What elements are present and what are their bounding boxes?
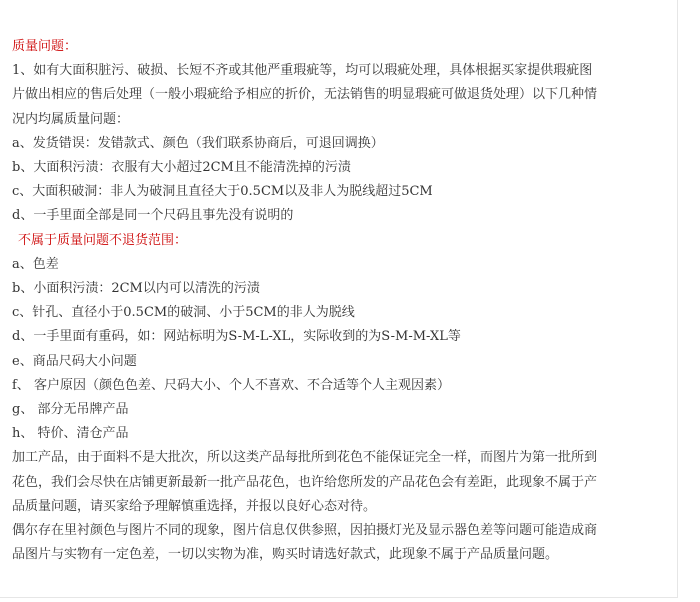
non-quality-item-f: f、 客户原因（颜色色差、尺码大小、个人不喜欢、不合适等个人主观因素） [12, 377, 450, 393]
processing-note-line-1: 加工产品，由于面料不是大批次，所以这类产品每批所到花色不能保证完全一样，而图片为第一批所到 [12, 450, 598, 466]
non-quality-heading: 不属于质量问题不退货范围： [18, 232, 188, 248]
quality-item-d: d、一手里面全部是同一个尺码且事先没有说明的 [12, 208, 294, 224]
color-note-line-1: 偶尔存在里衬颜色与图片不同的现象，图片信息仅供参照，因拍摄灯光及显示器色差等问题可能造成商 [12, 523, 598, 539]
quality-intro-line-2: 片做出相应的售后处理（一般小瑕疵给予相应的折价，无法销售的明显瑕疵可做退货处理）以下几种情 [12, 87, 598, 103]
processing-note-line-2: 花色，我们会尽快在店铺更新最新一批产品花色，也许给您所发的产品花色会有差距，此现象不属于产 [12, 474, 598, 490]
processing-note-line-3: 品质量问题，请买家给予理解慎重选择，并报以良好心态对待。 [12, 498, 377, 514]
non-quality-item-g: g、 部分无吊牌产品 [12, 402, 129, 418]
non-quality-item-b: b、小面积污渍：2CM以内可以清洗的污渍 [12, 281, 260, 297]
color-note-line-2: 品图片与实物有一定色差，一切以实物为准，购买时请选好款式，此现象不属于产品质量问题。 [12, 547, 559, 563]
non-quality-item-c: c、针孔、直径小于0.5CM的破洞、小于5CM的非人为脱线 [12, 305, 355, 321]
non-quality-item-a: a、色差 [12, 256, 59, 272]
quality-item-c: c、大面积破洞：非人为破洞且直径大于0.5CM以及非人为脱线超过5CM [12, 184, 433, 200]
return-policy-content [12, 35, 652, 567]
quality-item-a: a、发货错误：发错款式、颜色（我们联系协商后，可退回调换） [12, 135, 384, 151]
quality-intro-line-3: 况内均属质量问题： [12, 111, 130, 127]
non-quality-item-d: d、一手里面有重码，如：网站标明为S-M-L-XL，实际收到的为S-M-M-XL等 [12, 329, 461, 345]
non-quality-item-e: e、商品尺码大小问题 [12, 353, 137, 369]
non-quality-item-h: h、 特价、清仓产品 [12, 426, 129, 442]
quality-intro-line-1: 1、如有大面积脏污、破损、长短不齐或其他严重瑕疵等，均可以瑕疵处理，具体根据买家提供瑕疵图 [12, 63, 593, 79]
quality-item-b: b、大面积污渍：衣服有大小超过2CM且不能清洗掉的污渍 [12, 160, 351, 176]
quality-issues-heading: 质量问题： [12, 39, 78, 54]
